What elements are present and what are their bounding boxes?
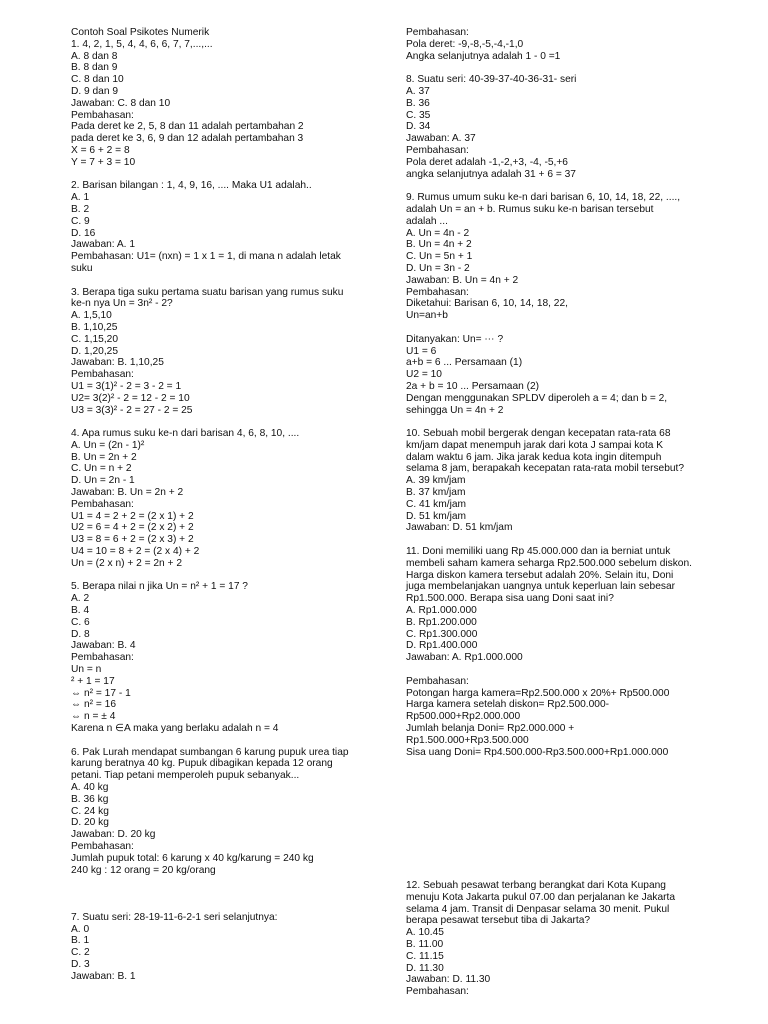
left-line: karung beratnya 40 kg. Pupuk dibagikan kepada 12 orang <box>71 758 333 770</box>
right-line: 8. Suatu seri: 40-39-37-40-36-31- seri <box>406 74 577 86</box>
right_bottom-line: Jawaban: D. 11.30 <box>406 974 491 986</box>
right-line: 2a + b = 10 ... Persamaan (2) <box>406 380 540 392</box>
right-line: membeli saham kamera seharga Rp2.500.000 sebelum diskon. <box>406 557 692 569</box>
right-line: D. 34 <box>406 121 431 133</box>
right-line: Jawaban: D. 51 km/jam <box>406 522 513 534</box>
left-line: D. 3 <box>71 958 90 970</box>
right-line <box>406 416 716 428</box>
right-line: Harga kamera setelah diskon= Rp2.500.000- <box>406 699 610 711</box>
left-line: D. 1,20,25 <box>71 345 119 357</box>
right_bottom-line: menuju Kota Jakarta pukul 07.00 dan perjalanan ke Jakarta <box>406 891 676 903</box>
left-line: Pada deret ke 2, 5, 8 dan 11 adalah pertambahan 2 <box>71 121 304 133</box>
right-line: U2 = 10 <box>406 369 442 381</box>
right_bottom-line: berapa pesawat tersebut tiba di Jakarta? <box>406 915 591 927</box>
right-line: 9. Rumus umum suku ke-n dari barisan 6, 10, 14, 18, 22, ...., <box>406 192 681 204</box>
right-line: A. 39 km/jam <box>406 475 466 487</box>
left-line: petani. Tiap petani memperoleh pupuk sebanyak... <box>71 770 300 782</box>
left-line: 3. Berapa tiga suku pertama suatu barisan yang rumus suku <box>71 286 344 298</box>
left-line: 6. Pak Lurah mendapat sumbangan 6 karung pupuk urea tiap <box>71 746 349 758</box>
left-line: U1 = 3(1)² - 2 = 3 - 2 = 1 <box>71 380 182 392</box>
right-line: Rp500.000+Rp2.000.000 <box>406 711 521 723</box>
right-line: A. Un = 4n - 2 <box>406 227 470 239</box>
left-line: Karena n ∈A maka yang berlaku adalah n = 4 <box>71 723 279 735</box>
left-line: A. 40 kg <box>71 782 109 793</box>
left-line: A. Un = (2n - 1)² <box>71 439 145 451</box>
right-line: 10. Sebuah mobil bergerak dengan kecepatan rata-rata 68 <box>406 428 671 440</box>
right-line: Harga diskon kamera tersebut adalah 20%. Selain itu, Doni <box>406 569 674 581</box>
left-line: Jawaban: B. 4 <box>71 640 136 652</box>
right-line: Jumlah belanja Doni= Rp2.000.000 + <box>406 723 575 735</box>
left-line: Contoh Soal Psikotes Numerik <box>71 27 210 38</box>
right-column-bottom <box>406 880 716 998</box>
right-line: km/jam dapat menempuh jarak dari kota J sampai kota K <box>406 439 664 451</box>
right-column <box>406 27 716 758</box>
right-line: Sisa uang Doni= Rp4.500.000-Rp3.500.000+Rp1.000.000 <box>406 746 669 758</box>
left-line: A. 8 dan 8 <box>71 50 118 62</box>
right-line: D. Un = 3n - 2 <box>406 262 470 274</box>
left-line <box>71 735 371 747</box>
left-line <box>71 570 371 582</box>
right-line: C. 41 km/jam <box>406 498 467 510</box>
left-line: Jumlah pupuk total: 6 karung x 40 kg/karung = 240 kg <box>71 852 314 864</box>
left-line: Pembahasan: <box>71 109 134 121</box>
right-line: sehingga Un = 4n + 2 <box>406 404 504 416</box>
right-line: Jawaban: B. Un = 4n + 2 <box>406 274 519 286</box>
left-line: B. 4 <box>71 605 90 617</box>
left-line: Jawaban: C. 8 dan 10 <box>71 97 171 109</box>
right-line: Potongan harga kamera=Rp2.500.000 x 20%+ Rp500.000 <box>406 687 670 699</box>
right-line: Pembahasan: <box>406 675 469 687</box>
left-line: 1. 4, 2, 1, 5, 4, 4, 6, 6, 7, 7,...,... <box>71 38 213 50</box>
right_bottom-line: Pembahasan: <box>406 986 469 998</box>
right-line: A. Rp1.000.000 <box>406 605 477 617</box>
right-line: Rp1.500.000. Berapa sisa uang Doni saat ini? <box>406 593 614 605</box>
right-line: Rp1.500.000+Rp3.500.000 <box>406 734 529 746</box>
left-line: U4 = 10 = 8 + 2 = (2 x 4) + 2 <box>71 546 200 558</box>
right-line: a+b = 6 ... Persamaan (1) <box>406 357 523 369</box>
left-line: C. 8 dan 10 <box>71 74 124 86</box>
right_bottom-line: D. 11.30 <box>406 962 444 974</box>
right-line: B. 36 <box>406 97 430 109</box>
left-line: ⇔ n² = 17 - 1 <box>71 687 131 699</box>
left-line: Jawaban: B. Un = 2n + 2 <box>71 487 184 499</box>
left-line <box>71 275 371 287</box>
left-line: B. 2 <box>71 203 90 215</box>
left-line: D. 9 dan 9 <box>71 85 119 97</box>
left-line: B. 1,10,25 <box>71 321 118 333</box>
left-line: A. 0 <box>71 923 90 935</box>
left-line: Jawaban: B. 1 <box>71 970 136 982</box>
right-line: Pola deret: -9,-8,-5,-4,-1,0 <box>406 38 524 50</box>
left-line: D. 8 <box>71 628 90 640</box>
left-line: B. 8 dan 9 <box>71 62 118 74</box>
right-line: Jawaban: A. Rp1.000.000 <box>406 652 523 664</box>
left-line: Jawaban: B. 1,10,25 <box>71 357 164 369</box>
right-line: Pembahasan: <box>406 27 469 38</box>
right-line: dalam waktu 6 jam. Jika jarak kedua kota ingin ditempuh <box>406 451 662 463</box>
left-line: B. 1 <box>71 935 90 947</box>
left-line <box>71 876 371 888</box>
left-line: ⇔ n² = 16 <box>71 699 117 711</box>
right-line: U1 = 6 <box>406 345 437 357</box>
left-line: C. 2 <box>71 947 90 959</box>
right-line: C. Rp1.300.000 <box>406 628 478 640</box>
right-line <box>406 534 716 546</box>
right-line: B. 37 km/jam <box>406 487 466 499</box>
right-line: angka selanjutnya adalah 31 + 6 = 37 <box>406 168 576 180</box>
right_bottom-line: 12. Sebuah pesawat terbang berangkat dari Kota Kupang <box>406 880 666 891</box>
left-line <box>71 900 371 912</box>
left-line: B. 36 kg <box>71 793 109 805</box>
right-line <box>406 322 716 334</box>
left-line: Pembahasan: <box>71 652 134 664</box>
left-line: Un = (2 x n) + 2 = 2n + 2 <box>71 557 182 569</box>
left-column <box>71 27 371 983</box>
left-line: 7. Suatu seri: 28-19-11-6-2-1 seri selanjutnya: <box>71 911 278 923</box>
left-line: 2. Barisan bilangan : 1, 4, 9, 16, .... Maka U1 adalah.. <box>71 180 312 192</box>
left-line: pada deret ke 3, 6, 9 dan 12 adalah pertambahan 3 <box>71 133 304 145</box>
left-line: ke-n nya Un = 3n² - 2? <box>71 298 173 310</box>
left-line: C. Un = n + 2 <box>71 463 132 475</box>
right_bottom-line: A. 10.45 <box>406 927 444 939</box>
left-line: Pembahasan: <box>71 369 134 381</box>
left-line <box>71 416 371 428</box>
left-line: A. 1,5,10 <box>71 310 112 322</box>
right-line: adalah Un = an + b. Rumus suku ke-n barisan tersebut <box>406 203 654 215</box>
left-line <box>71 888 371 900</box>
left-line: D. 16 <box>71 227 96 239</box>
left-line: Pembahasan: <box>71 498 134 510</box>
left-line: C. 24 kg <box>71 805 109 817</box>
left-line: ⇔ n = ± 4 <box>71 711 116 723</box>
left-line: C. 1,15,20 <box>71 333 119 345</box>
left-line: C. 6 <box>71 616 90 628</box>
left-line: Pembahasan: <box>71 840 134 852</box>
right_bottom-line: B. 11.00 <box>406 938 444 950</box>
left-line: X = 6 + 2 = 8 <box>71 144 130 156</box>
left-line: B. Un = 2n + 2 <box>71 451 137 463</box>
left-line: suku <box>71 262 93 274</box>
right-line: Jawaban: A. 37 <box>406 133 476 145</box>
left-line: 5. Berapa nilai n jika Un = n² + 1 = 17 ? <box>71 581 248 593</box>
right-line: C. Un = 5n + 1 <box>406 251 473 263</box>
left-line: Jawaban: D. 20 kg <box>71 829 156 841</box>
left-line: Un = n <box>71 664 102 676</box>
left-line: U2 = 6 = 4 + 2 = (2 x 2) + 2 <box>71 522 194 534</box>
right-line: Un=an+b <box>406 310 448 322</box>
left-line: Jawaban: A. 1 <box>71 239 135 251</box>
left-line: U3 = 3(3)² - 2 = 27 - 2 = 25 <box>71 404 193 416</box>
left-line <box>71 169 371 181</box>
right-line: D. Rp1.400.000 <box>406 640 478 652</box>
right-line: Angka selanjutnya adalah 1 - 0 =1 <box>406 50 561 62</box>
right-line: selama 8 jam, berapakah kecepatan rata-rata mobil tersebut? <box>406 463 685 475</box>
right-line: Ditanyakan: Un= ⋯ ? <box>406 333 504 345</box>
right-line <box>406 664 716 676</box>
left-line: Pembahasan: U1= (nxn) = 1 x 1 = 1, di mana n adalah letak <box>71 251 341 263</box>
right-line: D. 51 km/jam <box>406 510 467 522</box>
left-line: A. 2 <box>71 593 90 605</box>
right-line: A. 37 <box>406 85 430 97</box>
right-line: Pembahasan: <box>406 144 469 156</box>
left-line: U3 = 8 = 6 + 2 = (2 x 3) + 2 <box>71 534 194 546</box>
left-line: A. 1 <box>71 192 90 204</box>
right_bottom-line: C. 11.15 <box>406 950 444 962</box>
right-line: Pembahasan: <box>406 286 469 298</box>
right-line: Diketahui: Barisan 6, 10, 14, 18, 22, <box>406 298 568 310</box>
right-line: juga membelanjakan uangnya untuk keperluan lain sebesar <box>406 581 676 593</box>
right_bottom-line: selama 4 jam. Transit di Denpasar selama 30 menit. Pukul <box>406 903 670 915</box>
left-line: Y = 7 + 3 = 10 <box>71 156 136 168</box>
right-line: C. 35 <box>406 109 431 121</box>
right-line <box>406 62 716 74</box>
left-line: 4. Apa rumus suku ke-n dari barisan 4, 6, 8, 10, .... <box>71 428 300 440</box>
right-line: B. Un = 4n + 2 <box>406 239 472 251</box>
right-line <box>406 180 716 192</box>
left-line: U1 = 4 = 2 + 2 = (2 x 1) + 2 <box>71 510 194 522</box>
left-line: C. 9 <box>71 215 90 227</box>
right-line: Pola deret adalah -1,-2,+3, -4, -5,+6 <box>406 156 568 168</box>
right-line: B. Rp1.200.000 <box>406 616 477 628</box>
left-line: D. 20 kg <box>71 817 109 829</box>
right-line: 11. Doni memiliki uang Rp 45.000.000 dan ia berniat untuk <box>406 546 671 558</box>
left-line: D. Un = 2n - 1 <box>71 475 135 487</box>
left-line: ² + 1 = 17 <box>71 675 115 687</box>
right-line: Dengan menggunakan SPLDV diperoleh a = 4; dan b = 2, <box>406 392 668 404</box>
left-line: 240 kg : 12 orang = 20 kg/orang <box>71 864 216 876</box>
left-line: U2= 3(2)² - 2 = 12 - 2 = 10 <box>71 392 190 404</box>
right-line: adalah ... <box>406 215 448 227</box>
